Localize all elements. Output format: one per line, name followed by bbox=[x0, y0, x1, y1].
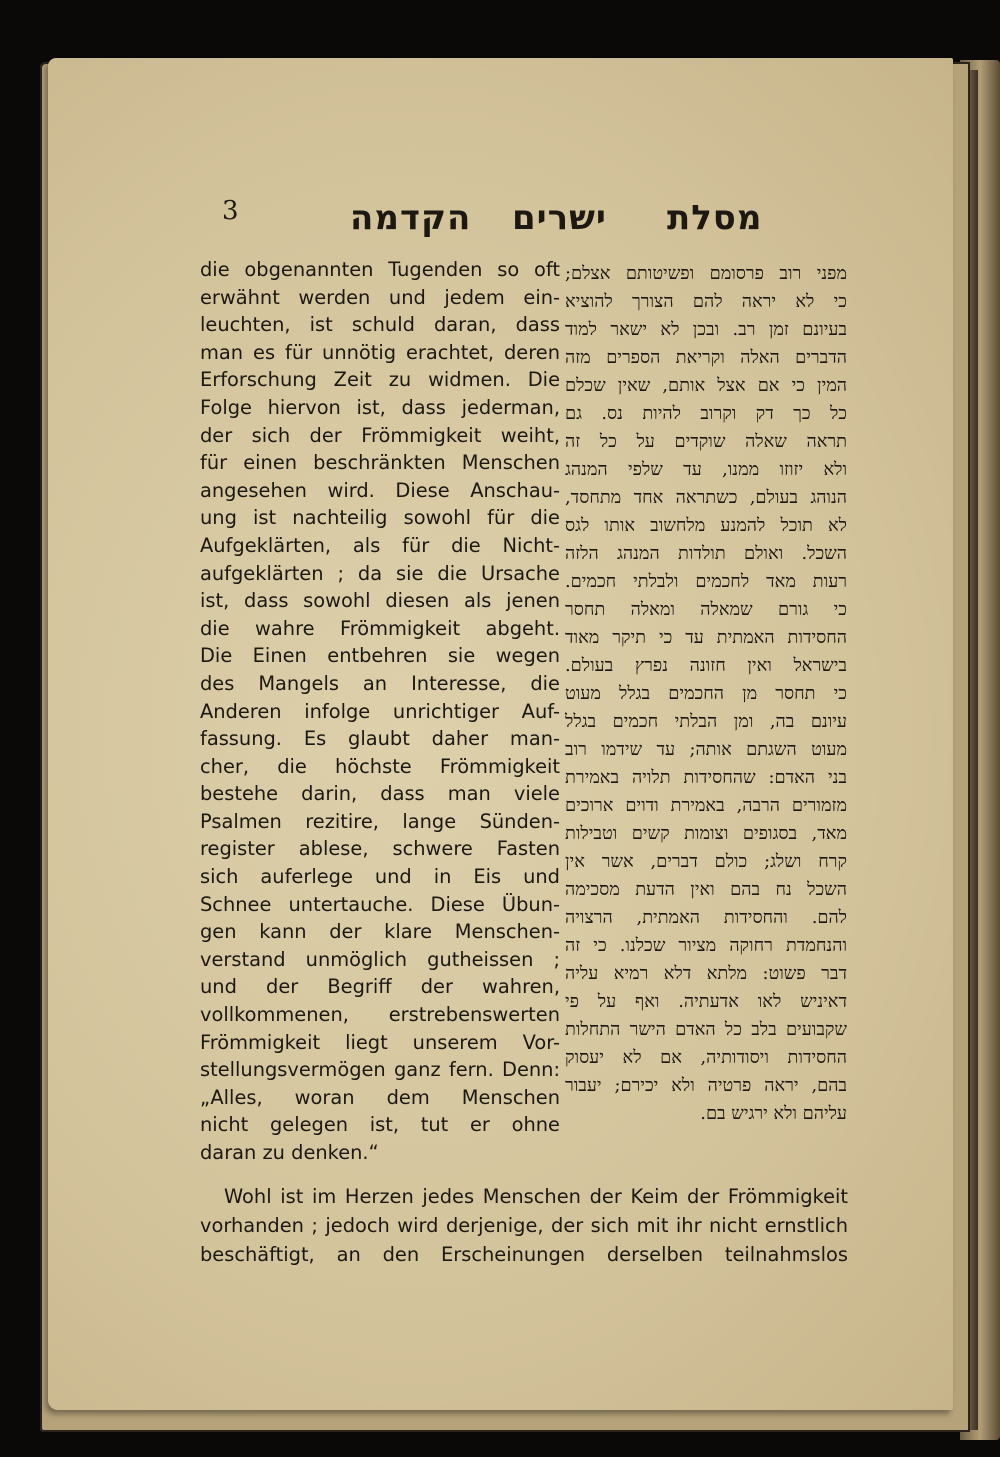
text-line: Aufgeklärten, als für die Nicht- bbox=[200, 533, 560, 557]
text-line: החסידות האמתית עד כי תיקר מאוד bbox=[565, 627, 847, 648]
text-line: בהם, יראה פרטיה ולא יכירם; יעבור bbox=[565, 1075, 847, 1096]
text-line: מעוט השגתם אותה; עד שידמו רוב bbox=[565, 739, 847, 760]
text-line: מפני רוב פרסומם ופשיטותם אצלם; bbox=[565, 263, 847, 284]
text-line: stellungsvermögen ganz fern. Denn: bbox=[200, 1058, 560, 1082]
text-line: שקבועים בלב כל האדם הישר התחלות bbox=[565, 1019, 847, 1040]
text-line: die obgenannten Tugenden so oft bbox=[200, 258, 560, 281]
text-line: כי תחסר מן החכמים בגלל מעוט bbox=[565, 683, 847, 704]
text-line: des Mangels an Interesse, die bbox=[200, 671, 560, 695]
text-line: דבר פשוט: מלתא דלא רמיא עליה bbox=[565, 963, 847, 984]
text-line: השכל. ואולם תולדות המנהג הלזה bbox=[565, 543, 847, 564]
text-line: תראה שאלה שוקדים על כל זה bbox=[565, 431, 847, 452]
text-line: ולא יזוזו ממנו, עד שלפי המנהג bbox=[565, 459, 847, 480]
text-line: עליהם ולא ירגיש בם. bbox=[700, 1103, 847, 1124]
text-line: sich auferlege und in Eis und bbox=[200, 865, 560, 889]
text-line: Psalmen rezitire, lange Sünden- bbox=[200, 809, 560, 833]
text-line: leuchten, ist schuld daran, dass bbox=[200, 313, 560, 337]
text-line: nicht gelegen ist, tut er ohne bbox=[200, 1113, 560, 1137]
text-line: להם. והחסידות האמתית, הרצויה bbox=[565, 907, 847, 928]
text-line: die wahre Frömmigkeit abgeht. bbox=[200, 616, 560, 640]
text-line: הנוהג בעולם, כשתראה אחד מתחסד, bbox=[565, 487, 847, 508]
text-line: מזמורים הרבה, באמירת ודוים ארוכים bbox=[565, 795, 847, 816]
text-line: gen kann der klare Menschen- bbox=[200, 920, 560, 944]
text-line: erwähnt werden und jedem ein- bbox=[200, 285, 560, 309]
text-line: cher, die höchste Frömmigkeit bbox=[200, 754, 560, 778]
page-header bbox=[222, 196, 782, 246]
text-line: verstand unmöglich gutheissen ; bbox=[200, 947, 560, 971]
text-line: Die Einen entbehren sie wegen bbox=[200, 644, 560, 668]
text-line: beschäftigt, an den Erscheinungen derselben teilnahmslos bbox=[200, 1243, 848, 1266]
text-line: המין כי אם אצל אותם, שאין שכלם bbox=[565, 375, 847, 396]
header-title-yesharim: ישרים bbox=[512, 198, 607, 238]
header-title-mesilat: מסלת bbox=[667, 198, 763, 238]
text-line: Folge hiervon ist, dass jederman, bbox=[200, 395, 560, 419]
text-line: ist, dass sowohl diesen als jenen bbox=[200, 589, 560, 613]
text-line: Erforschung Zeit zu widmen. Die bbox=[200, 368, 560, 392]
text-line: register ablese, schwere Fasten bbox=[200, 837, 560, 861]
text-line: רעות מאד לחכמים ולבלתי חכמים. bbox=[565, 571, 847, 592]
text-line: כי לא יראה להם הצורך להוציא bbox=[565, 291, 847, 312]
text-line: Schnee untertauche. Diese Übun- bbox=[200, 892, 560, 916]
text-line: Anderen infolge unrichtiger Auf- bbox=[200, 699, 560, 723]
text-line: vollkommenen, erstrebenswerten bbox=[200, 1003, 560, 1027]
text-line: קרח ושלג; כולם דברים, אשר אין bbox=[565, 851, 847, 872]
text-line: כל כך דק וקרוב להיות נס. גם bbox=[565, 403, 847, 424]
hebrew-column bbox=[565, 260, 847, 1128]
text-line: Wohl ist im Herzen jedes Menschen der Keim der Frömmigkeit bbox=[224, 1185, 848, 1208]
text-line: בני האדם: שהחסידות תלויה באמירת bbox=[565, 767, 847, 788]
text-line: für einen beschränkten Menschen bbox=[200, 451, 560, 475]
text-line: aufgeklärten ; da sie die Ursache bbox=[200, 561, 560, 585]
text-line: והנחמדת רחוקה מציור שכלנו. כי זה bbox=[565, 935, 847, 956]
page-number: 3 bbox=[222, 196, 239, 226]
text-line: ung ist nachteilig sowohl für die bbox=[200, 506, 560, 530]
text-line: vorhanden ; jedoch wird derjenige, der sich mit ihr nicht ernstlich bbox=[200, 1214, 848, 1237]
text-line: מאד, בסגופים וצומות קשים וטבילות bbox=[565, 823, 847, 844]
text-line: דאיניש לאו אדעתיה. ואף על פי bbox=[565, 991, 847, 1012]
text-line: angesehen wird. Diese Anschau- bbox=[200, 478, 560, 502]
text-line: לא תוכל להמנע מלחשוב אותו לגס bbox=[565, 515, 847, 536]
text-line: בישראל ואין חזונה נפרץ בעולם. bbox=[565, 655, 847, 676]
text-line: Frömmigkeit liegt unserem Vor- bbox=[200, 1030, 560, 1054]
header-title-hakdama: הקדמה bbox=[350, 198, 472, 238]
text-line: בעיונם זמן רב. ובכן לא ישאר למוד bbox=[565, 319, 847, 340]
text-line: עיונם בה, ומן הבלתי חכמים בגלל bbox=[565, 711, 847, 732]
text-line: „Alles, woran dem Menschen bbox=[200, 1085, 560, 1109]
text-line: הדברים האלה וקריאת הספרים מזה bbox=[565, 347, 847, 368]
text-line: der sich der Frömmigkeit weiht, bbox=[200, 423, 560, 447]
text-line: und der Begriff der wahren, bbox=[200, 975, 560, 999]
text-line: man es für unnötig erachtet, deren bbox=[200, 340, 560, 364]
text-line: השכל נח בהם ואין הדעת מסכימה bbox=[565, 879, 847, 900]
text-line: bestehe darin, dass man viele bbox=[200, 782, 560, 806]
text-line: daran zu denken.“ bbox=[200, 1141, 379, 1164]
text-line: fassung. Es glaubt daher man- bbox=[200, 727, 560, 751]
text-line: החסידות ויסודותיה, אם לא יעסוק bbox=[565, 1047, 847, 1068]
german-column bbox=[200, 256, 560, 1167]
text-line: כי גורם שמאלה ומאלה תחסר bbox=[565, 599, 847, 620]
bottom-paragraph bbox=[200, 1182, 848, 1269]
